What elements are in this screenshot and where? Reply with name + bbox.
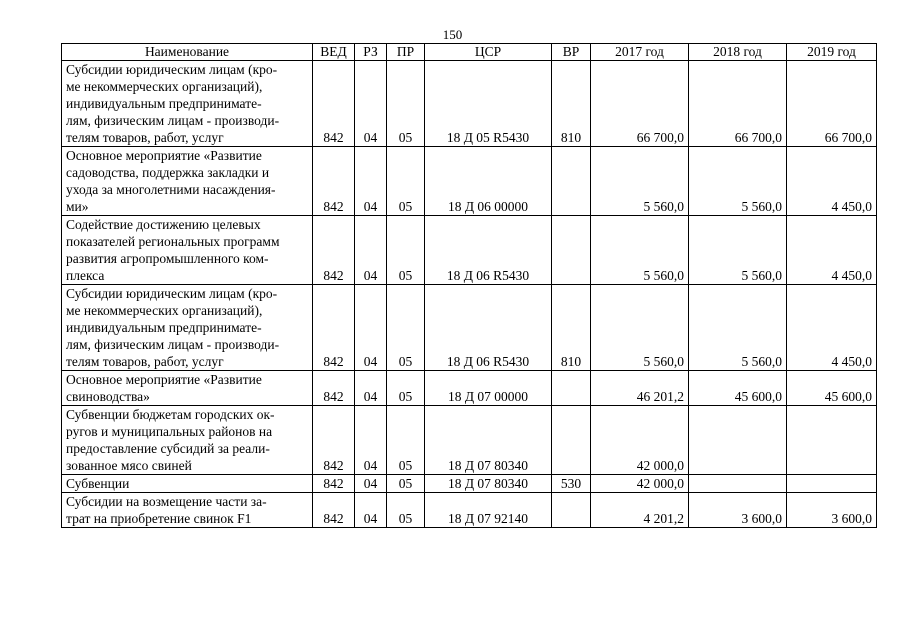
- cell-2019: [787, 406, 877, 475]
- cell-vr: [552, 371, 591, 406]
- header-2018: 2018 год: [689, 44, 787, 61]
- cell-csr: 18 Д 05 R5430: [425, 61, 552, 147]
- cell-vr: [552, 406, 591, 475]
- cell-2017: 4 201,2: [591, 493, 689, 528]
- cell-name: Основное мероприятие «Развитие садоводства, поддержка закладки и ухода за многолетними насаждения- ми»: [62, 147, 313, 216]
- cell-2017: 42 000,0: [591, 406, 689, 475]
- cell-2019: 3 600,0: [787, 493, 877, 528]
- cell-rz: 04: [355, 61, 387, 147]
- cell-ved: 842: [313, 61, 355, 147]
- cell-2018: 45 600,0: [689, 371, 787, 406]
- table-row: [62, 216, 877, 285]
- cell-2018: 5 560,0: [689, 285, 787, 371]
- cell-csr: 18 Д 06 R5430: [425, 216, 552, 285]
- cell-rz: 04: [355, 371, 387, 406]
- cell-vr: [552, 147, 591, 216]
- cell-rz: 04: [355, 147, 387, 216]
- cell-2018: 5 560,0: [689, 147, 787, 216]
- cell-2018: 5 560,0: [689, 216, 787, 285]
- cell-2019: 4 450,0: [787, 147, 877, 216]
- cell-rz: 04: [355, 216, 387, 285]
- header-name: Наименование: [62, 44, 313, 61]
- cell-2017: 66 700,0: [591, 61, 689, 147]
- cell-rz: 04: [355, 285, 387, 371]
- cell-2019: 4 450,0: [787, 216, 877, 285]
- cell-pr: 05: [387, 475, 425, 493]
- cell-name: Субсидии на возмещение части за- трат на приобретение свинок F1: [62, 493, 313, 528]
- cell-vr: 810: [552, 285, 591, 371]
- table-row: [62, 493, 877, 528]
- cell-pr: 05: [387, 285, 425, 371]
- cell-ved: 842: [313, 285, 355, 371]
- cell-ved: 842: [313, 147, 355, 216]
- cell-name: Субсидии юридическим лицам (кро- ме некоммерческих организаций), индивидуальным предпринимате- лям, физическим лицам - производи- телям товаров, работ, услуг: [62, 285, 313, 371]
- cell-vr: [552, 493, 591, 528]
- cell-name: Субвенции бюджетам городских ок- ругов и муниципальных районов на предоставление субсидий за реали- зованное мясо свиней: [62, 406, 313, 475]
- cell-2017: 42 000,0: [591, 475, 689, 493]
- cell-2018: 66 700,0: [689, 61, 787, 147]
- table-row: [62, 61, 877, 147]
- cell-2018: 3 600,0: [689, 493, 787, 528]
- header-vr: ВР: [552, 44, 591, 61]
- table-row: [62, 147, 877, 216]
- cell-pr: 05: [387, 371, 425, 406]
- cell-2017: 5 560,0: [591, 147, 689, 216]
- cell-vr: 810: [552, 61, 591, 147]
- cell-name: Субвенции: [62, 475, 313, 493]
- cell-name: Субсидии юридическим лицам (кро- ме некоммерческих организаций), индивидуальным предпринимате- лям, физическим лицам - производи- телям товаров, работ, услуг: [62, 61, 313, 147]
- cell-2018: [689, 475, 787, 493]
- cell-ved: 842: [313, 406, 355, 475]
- cell-2019: 66 700,0: [787, 61, 877, 147]
- table-row: [62, 406, 877, 475]
- cell-csr: 18 Д 06 R5430: [425, 285, 552, 371]
- header-row: [62, 44, 877, 61]
- header-2019: 2019 год: [787, 44, 877, 61]
- cell-csr: 18 Д 07 92140: [425, 493, 552, 528]
- table-row: [62, 285, 877, 371]
- cell-rz: 04: [355, 493, 387, 528]
- cell-name: Основное мероприятие «Развитие свиноводства»: [62, 371, 313, 406]
- cell-csr: 18 Д 07 80340: [425, 406, 552, 475]
- cell-2017: 5 560,0: [591, 216, 689, 285]
- cell-ved: 842: [313, 216, 355, 285]
- table-row: [62, 475, 877, 493]
- cell-2019: [787, 475, 877, 493]
- cell-rz: 04: [355, 406, 387, 475]
- page-number: 150: [442, 27, 463, 42]
- budget-table: [61, 43, 877, 528]
- table-row: [62, 371, 877, 406]
- cell-ved: 842: [313, 371, 355, 406]
- cell-pr: 05: [387, 147, 425, 216]
- cell-name: Содействие достижению целевых показателей региональных программ развития агропромышленного ком- плекса: [62, 216, 313, 285]
- cell-2017: 46 201,2: [591, 371, 689, 406]
- cell-ved: 842: [313, 475, 355, 493]
- cell-2019: 4 450,0: [787, 285, 877, 371]
- cell-2018: [689, 406, 787, 475]
- cell-pr: 05: [387, 61, 425, 147]
- header-rz: РЗ: [355, 44, 387, 61]
- cell-ved: 842: [313, 493, 355, 528]
- cell-pr: 05: [387, 216, 425, 285]
- cell-vr: [552, 216, 591, 285]
- header-csr: ЦСР: [425, 44, 552, 61]
- cell-pr: 05: [387, 406, 425, 475]
- header-ved: ВЕД: [313, 44, 355, 61]
- cell-csr: 18 Д 07 80340: [425, 475, 552, 493]
- cell-vr: 530: [552, 475, 591, 493]
- cell-2017: 5 560,0: [591, 285, 689, 371]
- cell-csr: 18 Д 06 00000: [425, 147, 552, 216]
- cell-csr: 18 Д 07 00000: [425, 371, 552, 406]
- header-2017: 2017 год: [591, 44, 689, 61]
- cell-2019: 45 600,0: [787, 371, 877, 406]
- cell-rz: 04: [355, 475, 387, 493]
- header-pr: ПР: [387, 44, 425, 61]
- cell-pr: 05: [387, 493, 425, 528]
